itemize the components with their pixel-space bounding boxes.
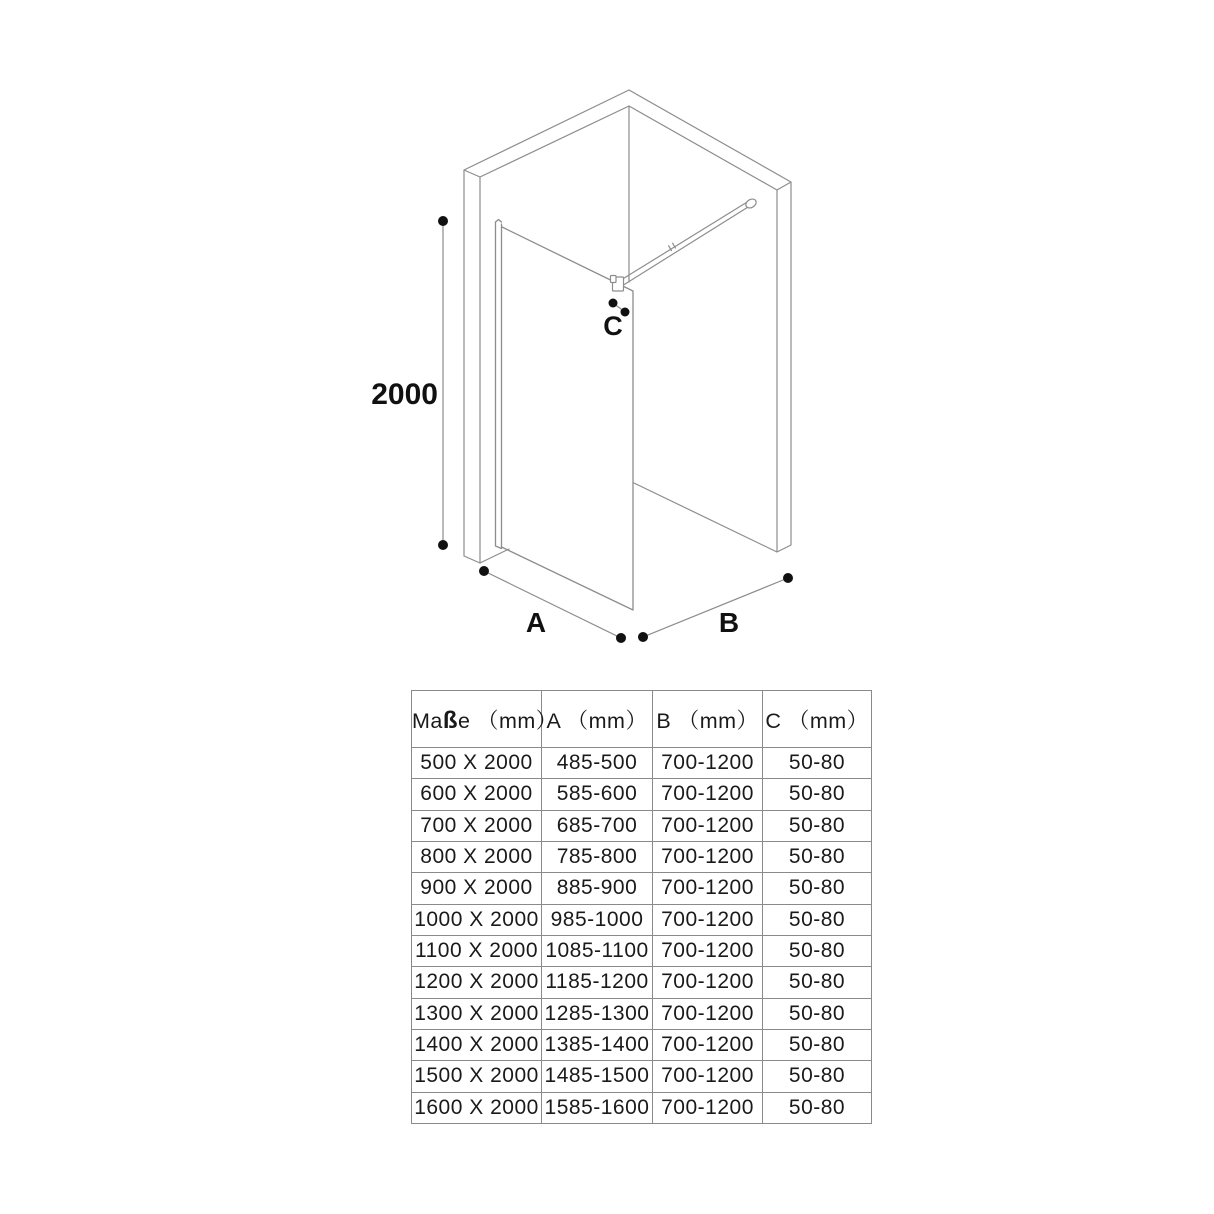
table-row (412, 810, 872, 841)
right-wall (629, 90, 791, 552)
table-cell: 700-1200 (653, 841, 763, 872)
table-row (412, 873, 872, 904)
dimension-dot (638, 632, 648, 642)
dimension-width-a (479, 566, 626, 643)
glass-clamp-nub (611, 276, 617, 283)
table-cell: 50-80 (763, 748, 872, 779)
table-cell: 700-1200 (653, 967, 763, 998)
dimension-height (371, 216, 448, 550)
table-cell: 485-500 (542, 748, 653, 779)
table-cell: 50-80 (763, 998, 872, 1029)
dimension-dot (609, 299, 618, 308)
header-b: B （mm） (653, 691, 763, 748)
table-cell: 1085-1100 (542, 935, 653, 966)
table-cell: 785-800 (542, 841, 653, 872)
table-cell: 700-1200 (653, 810, 763, 841)
table-cell: 50-80 (763, 873, 872, 904)
table-cell: 1000 X 2000 (412, 904, 542, 935)
table-cell: 700-1200 (653, 904, 763, 935)
table-cell: 1400 X 2000 (412, 1029, 542, 1060)
table-cell: 700-1200 (653, 873, 763, 904)
table-cell: 700-1200 (653, 935, 763, 966)
table-cell: 50-80 (763, 841, 872, 872)
table-cell: 50-80 (763, 1029, 872, 1060)
table-cell: 1100 X 2000 (412, 935, 542, 966)
wall-profile (496, 220, 502, 549)
table-cell: 800 X 2000 (412, 841, 542, 872)
header-a: A （mm） (542, 691, 653, 748)
dimension-depth-b (638, 573, 793, 642)
height-dimension-label: 2000 (371, 378, 438, 411)
table-row (412, 1029, 872, 1060)
table-row (412, 1092, 872, 1123)
table-cell: 700-1200 (653, 1029, 763, 1060)
table-cell: 50-80 (763, 935, 872, 966)
width-dimension-label: A (525, 607, 547, 638)
table-cell: 985-1000 (542, 904, 653, 935)
clamp-dimension-label: C (603, 311, 623, 341)
table-cell: 50-80 (763, 904, 872, 935)
dimension-dot (438, 540, 448, 550)
header-masse: Maße （mm） (412, 691, 542, 748)
table-cell: 700-1200 (653, 1092, 763, 1123)
table-row (412, 998, 872, 1029)
table-cell: 50-80 (763, 1092, 872, 1123)
table-cell: 885-900 (542, 873, 653, 904)
table-cell: 50-80 (763, 810, 872, 841)
table-cell: 1300 X 2000 (412, 998, 542, 1029)
table-cell: 900 X 2000 (412, 873, 542, 904)
table-cell: 700-1200 (653, 748, 763, 779)
table-cell: 700 X 2000 (412, 810, 542, 841)
dimension-dot (438, 216, 448, 226)
table-cell: 1385-1400 (542, 1029, 653, 1060)
table-cell: 600 X 2000 (412, 779, 542, 810)
table-row (412, 841, 872, 872)
table-row (412, 748, 872, 779)
table-row (412, 1061, 872, 1092)
table-cell: 700-1200 (653, 1061, 763, 1092)
depth-dimension-label: B (718, 607, 740, 638)
table-cell: 50-80 (763, 1061, 872, 1092)
table-cell: 700-1200 (653, 998, 763, 1029)
table-cell: 500 X 2000 (412, 748, 542, 779)
table-cell: 700-1200 (653, 779, 763, 810)
table-cell: 1585-1600 (542, 1092, 653, 1123)
dimension-dot (479, 566, 489, 576)
table-row (412, 904, 872, 935)
table-cell: 1600 X 2000 (412, 1092, 542, 1123)
table-row (412, 967, 872, 998)
eszett-glyph: ß (442, 706, 459, 734)
table-cell: 1485-1500 (542, 1061, 653, 1092)
support-bar (611, 197, 758, 291)
table-cell: 1200 X 2000 (412, 967, 542, 998)
dimensions-table (411, 690, 872, 1124)
table-cell: 585-600 (542, 779, 653, 810)
table-cell: 685-700 (542, 810, 653, 841)
header-c: C （mm） (763, 691, 872, 748)
table-cell: 50-80 (763, 967, 872, 998)
dimension-clamp-c (603, 299, 629, 342)
dimension-dot (783, 573, 793, 583)
table-row (412, 779, 872, 810)
table-cell: 50-80 (763, 779, 872, 810)
dimension-dot (616, 633, 626, 643)
shower-walls (464, 90, 791, 563)
table-cell: 1500 X 2000 (412, 1061, 542, 1092)
table-header-row (412, 691, 872, 748)
table-cell: 1285-1300 (542, 998, 653, 1029)
table-row (412, 935, 872, 966)
table-cell: 1185-1200 (542, 967, 653, 998)
support-bar-tube (621, 202, 751, 286)
